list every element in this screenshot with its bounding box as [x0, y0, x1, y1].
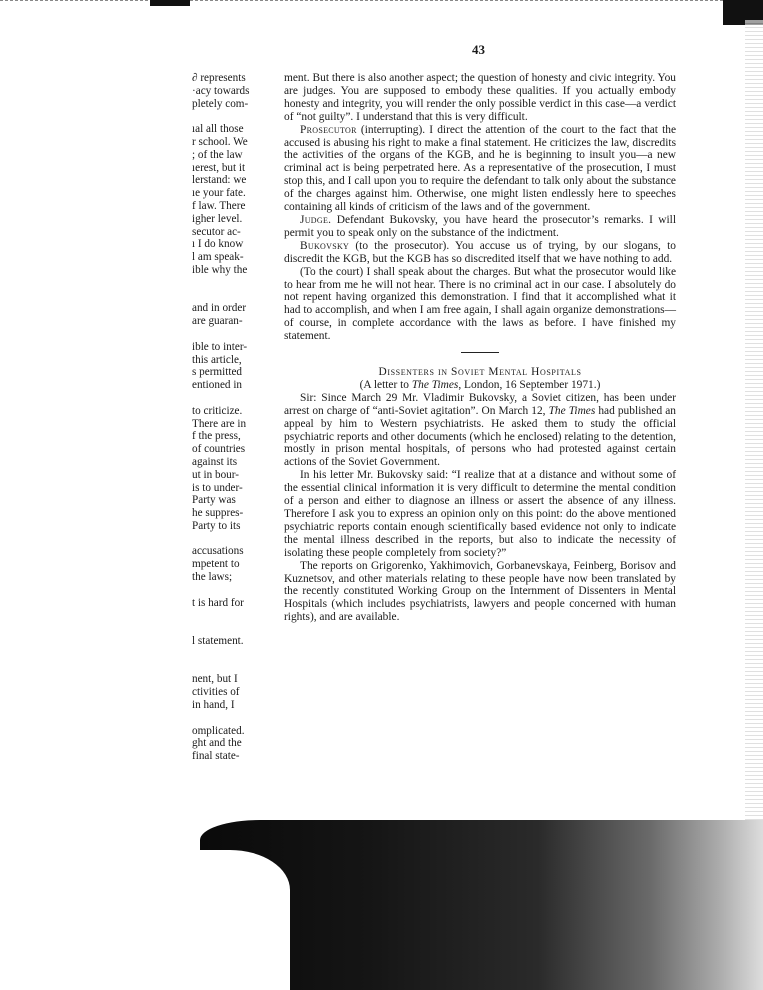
facing-page-line: l statement.	[192, 635, 244, 648]
main-text-column	[284, 72, 676, 624]
facing-page-line: in hand, I	[192, 699, 235, 712]
prosecutor-text: (interrupting). I direct the attention of the court to the fact that the accused is abusing his right to make a final statement. He criticizes the law, discredits the activities of the organs of the KGB, and he is beginning to insult you—a new criminal act is being perpetrated here. As a representative of the prosecution, I must stop this, and I call upon you to require the defendant to talk only about the substance of the charges against him. Otherwise, one might listen endlessly here to speeches containing all kinds of criticism of the laws and of the government.	[284, 123, 676, 214]
facing-page-line: pletely com-	[192, 97, 249, 110]
facing-page-line: igher level.	[192, 212, 243, 225]
facing-page-line: ctivities of	[192, 686, 240, 699]
letter-p1-part-a: Sir: Since March 29 Mr. Vladimir Bukovsky, a Soviet citizen, has been under arrest on charge of “anti-Soviet agitation”. On March 12,	[284, 391, 676, 417]
bukovsky-paragraph	[284, 240, 676, 266]
facing-page-line	[192, 622, 258, 635]
paragraph-continuation: ment. But there is also another aspect; the question of honesty and civic integrity. You are judges. You are supposed to embody these qualities. If you actually embody honesty and integrity, you will render the only possible verdict in this case—a verdict of “not guilty”. I understand that this is very difficult.	[284, 72, 676, 123]
facing-page-line: against its	[192, 455, 238, 468]
facing-page-line: secutor ac-	[192, 225, 241, 238]
letter-paragraph-1	[284, 392, 676, 469]
facing-page-line: ∂ represents	[192, 72, 246, 84]
facing-page-line	[192, 712, 258, 725]
facing-page-line: the laws;	[192, 571, 233, 584]
facing-page-line: are guaran-	[192, 315, 243, 328]
bukovsky-text: (to the prosecutor). You accuse us of trying, by our slogans, to discredit the KGB, but the KGB has so discredited itself that we have nothing to add.	[284, 239, 676, 265]
letter-paragraph-2: In his letter Mr. Bukovsky said: “I realize that at a distance and without some of the essential clinical information it is very difficult to determine the mental condition of a person and either to diagnose an illness or assert the absence of any illness. Therefore I ask you to express an opinion only on this point: do the above mentioned psychiatric reports contain enough scientifically based evidence not only to indicate the mental illness described in the reports, but also to indicate the necessity of isolating these people completely from society?”	[284, 469, 676, 559]
facing-page-line: nent, but I	[192, 673, 238, 686]
facing-page-line: lerstand: we	[192, 174, 247, 187]
facing-page-line: final state-	[192, 750, 240, 763]
facing-page-line	[192, 609, 258, 622]
facing-page-line: ible to inter-	[192, 340, 248, 353]
scan-smudge-top-left	[150, 0, 190, 6]
facing-page-line	[192, 648, 258, 661]
facing-page-line: entioned in	[192, 379, 243, 392]
facing-page-line: f law. There	[192, 199, 246, 212]
facing-page-line: ut in bour-	[192, 468, 240, 481]
facing-page-line: Party was	[192, 494, 236, 507]
facing-page-line: accusations	[192, 545, 244, 558]
facing-page-line: is to under-	[192, 481, 243, 494]
facing-page-line: ·acy towards	[192, 84, 250, 97]
facing-page-line: t is hard for	[192, 596, 244, 609]
judge-paragraph	[284, 214, 676, 240]
facing-page-line: ible why the	[192, 263, 248, 276]
facing-page-line: ; of the law	[192, 148, 243, 161]
facing-page-line	[192, 584, 258, 597]
facing-page-fragments	[192, 72, 258, 763]
facing-page-line: mpetent to	[192, 558, 240, 571]
judge-text: Defendant Bukovsky, you have heard the prosecutor’s remarks. I will permit you to speak only on the substance of the indictment.	[284, 213, 676, 239]
facing-page-line: r school. We	[192, 135, 248, 148]
prosecutor-paragraph	[284, 124, 676, 214]
section-divider	[461, 352, 499, 353]
facing-page-line: Party to its	[192, 519, 241, 532]
facing-page-line	[192, 328, 258, 341]
facing-page-line: f the press,	[192, 430, 241, 443]
subtitle-prefix: (A letter to	[359, 378, 412, 391]
facing-page-line: this article,	[192, 353, 242, 366]
facing-page-line	[192, 392, 258, 405]
facing-page-line	[192, 661, 258, 674]
scan-top-edge	[0, 0, 763, 9]
facing-page-line	[192, 277, 258, 290]
facing-page-line: ıerest, but it	[192, 161, 246, 174]
section-title: Dissenters in Soviet Mental Hospitals	[378, 366, 582, 379]
subtitle-newspaper: The Times	[411, 378, 459, 391]
letter-p1-newspaper: The Times	[548, 404, 596, 417]
speaker-judge: Judge.	[300, 213, 332, 226]
facing-page-line: and in order	[192, 302, 247, 315]
facing-page-line: of countries	[192, 443, 246, 456]
facing-page-line: There are in	[192, 417, 247, 430]
facing-page-line	[192, 533, 258, 546]
facing-page-line: to criticize.	[192, 404, 243, 417]
facing-page-line: ıal all those	[192, 123, 244, 136]
speaker-bukovsky: Bukovsky	[300, 239, 350, 252]
letter-p1-part-b: had published an appeal by him to Western psychiatrists. He asked them to study the official psychiatric reports and other documents (which he enclosed) relating to the detention, mostly in prison mental hospitals, of persons who had protested against certain actions of the Soviet Government.	[284, 404, 676, 469]
facing-page-line	[192, 110, 258, 123]
facing-page-line: ıe your fate.	[192, 187, 246, 200]
facing-page-line: l am speak-	[192, 251, 244, 264]
facing-page-line: he suppres-	[192, 507, 244, 520]
section-subtitle	[284, 379, 676, 392]
letter-paragraph-3: The reports on Grigorenko, Yakhimovich, Gorbanevskaya, Feinberg, Borisov and Kuznetsov, and other materials relating to these people have now been translated by the recently constituted Working Group on the Internment of Dissenters in Mental Hospitals (which includes psychiatrists, lawyers and people concerned with human rights), and are available.	[284, 559, 676, 624]
facing-page-line: s permitted	[192, 366, 243, 379]
subtitle-suffix: , London, 16 September 1971.)	[458, 378, 601, 391]
facing-page-line	[192, 290, 258, 303]
facing-page-line: ght and the	[192, 737, 242, 750]
court-paragraph: (To the court) I shall speak about the charges. But what the prosecutor would like to hear from me he will not hear. There is no criminal act in our case. I absolutely do not repent having organized this demonstration. I find that it accomplished what it had to accomplish, and when I am free again, I shall again organize demonstrations—of course, in complete accordance with the laws as before. I have finished my statement.	[284, 265, 676, 343]
page-number: 43	[472, 42, 485, 57]
speaker-prosecutor: Prosecutor	[300, 123, 357, 136]
scan-dark-region-edge	[200, 850, 290, 990]
facing-page-line: omplicated.	[192, 724, 245, 737]
facing-page-line: ı I do know	[192, 238, 244, 251]
